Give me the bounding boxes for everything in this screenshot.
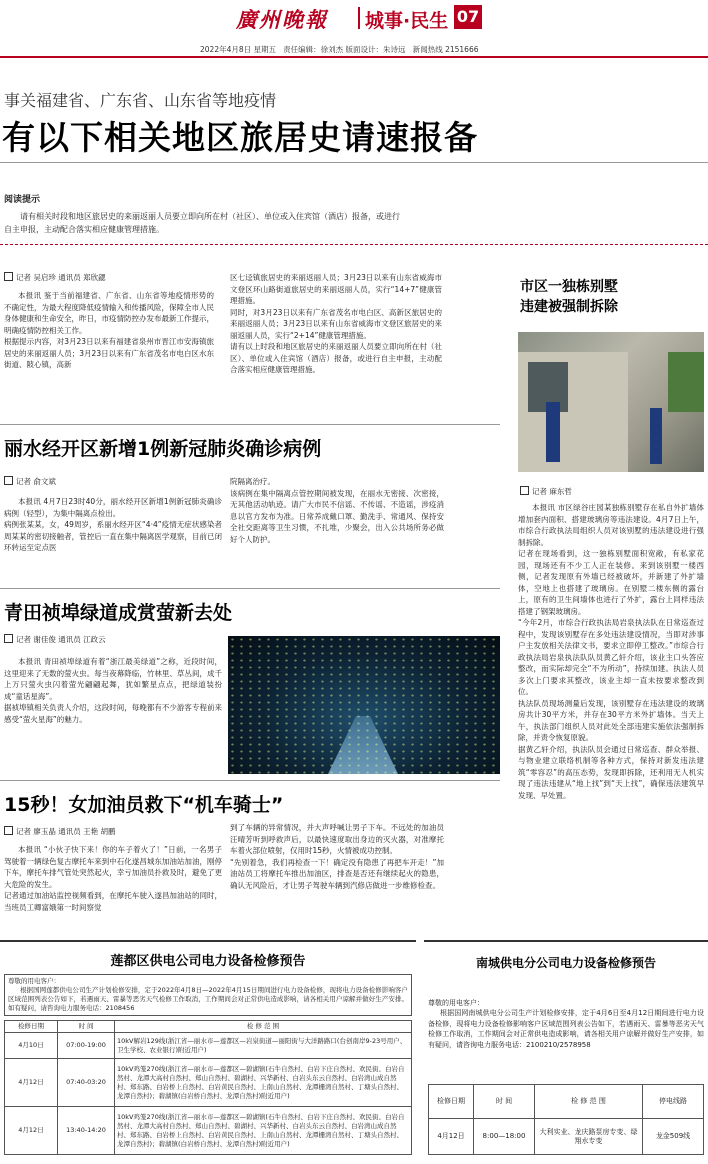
photo-worker-2 (650, 408, 662, 464)
demolition-text: 本报讯 市区绿谷庄园某独栋别墅存在私自外扩墙体增加套内面积、搭建玻璃房等违法建设。4月7日上午，市综合行政执法局组织人员对该别墅的违法建设进行强制拆除。 记者在现场看到，这一独栋别墅面积宽敞，有私家花园，现场还有不少工人正在装修。来到该别墅一楼西侧，记者发现原有外墙已经被破坏，并新建了外扩墙体，空地上也搭建了玻璃房。在别墅二楼东侧的露台上，原有的卫生间墙体也进行了外扩，露台上同样违法搭建了钢架玻璃房。 “今年2月，市综合行政执法局岩泉执法队在日常巡查过程中，发现该别墅存在多处违法建设情况，当即对涉事户主发放相关法律文书，要求立即停工整改。”市综合行政执法局岩泉执法队队员黄乙轩介绍，该业主口头答应整改，而实际却完全“不为所动”，持续加建。执法人员多次上门要求其整改，该业主却一直未按要求整改到位。 执法队员现场测量后发现，该别墅存在违法建设的玻璃房共计30平方米，并存在30平方米外扩墙体。当天上午，执法部门组织人员对此处全部违建实施依法强制拆除，并责令恢复原貌。 据黄乙轩介绍，执法队员会通过日常巡查、群众举报、与物业建立联络机制等各种方式，保持对新发违法建筑“零容忍”的高压态势，发现即拆除，还利用无人机实现了违法违建从“地上找”到“天上找”，确保违法建筑早发现、早处置。 (518, 503, 704, 800)
row-time: 13:40-14:20 (58, 1107, 115, 1155)
liandu-notice (0, 940, 416, 1164)
rescue-byline-text: 记者 廖玉晶 通讯员 王艳 胡鹏 (16, 827, 116, 836)
header-line: 停电线路 (643, 1085, 704, 1119)
covid-headline: 丽水经开区新增1例新冠肺炎确诊病例 (4, 438, 322, 460)
tip-rule (0, 244, 708, 245)
masthead (0, 0, 708, 54)
byline-box-icon (4, 476, 13, 485)
table-row (429, 1119, 704, 1155)
photo-greenery (668, 352, 704, 412)
masthead-rule (0, 56, 708, 58)
byline-box-icon (4, 634, 13, 643)
lead-col2: 区七迳镇旅居史的来丽返丽人员；3月23日以来有山东省威海市文登区环山路街道旅居史的来丽返丽人员，实行“14+7”健康管理措施。 同时，对3月23日以来有广东省茂名市电白区、高新区旅居史的来丽返丽人员；3月23日以来有山东省威海市文登区旅居史的来丽返丽人员，实行“2+14”健康管理措施。 请有以上时段和地区旅居史的来丽返丽人员要立即向所在村（社区）、单位或入住宾馆（酒店）报备，或进行自主申报，主动配合落实相应健康管理措施。 (230, 273, 442, 374)
byline-box-icon (4, 826, 13, 835)
nancheng-notice (424, 940, 708, 1164)
nancheng-intro-box (428, 998, 704, 1050)
row-scope: 10kV鸡笼270线(浙江省—丽水市—莲都区—碧湖镇(石牛自然村、白岩下庄自然村、欢民街、白岩自然村、龙潭大高村自然村、郑山自然村、碧湖村、兴华新村、白岩头东云自然村、白岩湾山成自然村、郑东路、白岩桥上自然村、白岩黄民自然村、上南山自然村、龙潭栅湾自然村、丁塘头自然村、龙潭自然村)；碧湖镇(白岩桥自然村、龙潭自然村)附近用户) (115, 1059, 412, 1107)
row-date: 4月12日 (5, 1059, 58, 1107)
firefly-rule (0, 588, 500, 589)
rescue-col1: 本报讯 “小伙子快下来！你的车子着火了！”日前，一名男子驾驶着一辆绿色复古摩托车来到中石化遂昌城东加油站加油，刚停下车，摩托车排气管处突然起火，幸亏加油员扑救及时，避免了更大危险的发生。 记者通过加油站监控视频看到，在摩托车驶入遂昌加油站的同时，当班员工卿富娥第一时间察觉 (4, 845, 222, 912)
row-scope: 10kV鸡笼270线(浙江省—丽水市—莲都区—碧湖镇(石牛自然村、白岩下庄自然村、欢民街、白岩自然村、龙潭大高村自然村、郑山自然村、碧湖村、兴华新村、白岩头东云自然村、白岩湾山成自然村、郑东路、白岩桥上自然村、白岩黄民自然村、上南山自然村、龙潭栅湾自然村、丁塘头自然村、龙潭自然村)；碧湖镇(白岩桥自然村、龙潭自然村)附近用户) (115, 1107, 412, 1155)
header-date: 检修日期 (429, 1085, 474, 1119)
firefly-photo (228, 636, 500, 774)
table-row (5, 1107, 412, 1155)
table-row (5, 1059, 412, 1107)
row-date: 4月12日 (429, 1119, 474, 1155)
byline-box-icon (4, 272, 13, 281)
nancheng-title: 南城供电分公司电力设备检修预告 (475, 956, 656, 970)
covid-rule (0, 424, 500, 425)
firefly-headline: 青田祯埠绿道成赏萤新去处 (4, 602, 233, 624)
demolition-byline-text: 记者 麻东哲 (532, 487, 572, 496)
rescue-headline: 15秒！女加油员救下“机车骑士” (4, 794, 284, 816)
header-scope: 检 修 范 围 (115, 1021, 412, 1033)
rescue-col2: 到了车辆的异常情况，并大声呼喊让男子下车。不远处的加油员汪晴芳听到呼救声后，以最快速度取出身边的灭火器，对准摩托车着火部位喷射，仅用时15秒，火情被成功控制。 “先别着急，我们再检查一下！确定没有隐患了再把车开走！”加油站员工将摩托车推出加油区，排查是否还有继续起火的隐患，确认无风险后，才让男子驾驶车辆到汽修店做进一步维修检查。 (230, 823, 444, 890)
nancheng-intro-greeting: 尊敬的用电客户： (428, 999, 484, 1007)
table-row (5, 1033, 412, 1059)
section-name: 城事·民生 (365, 10, 449, 32)
photo-worker-1 (546, 402, 560, 462)
logo-divider (358, 7, 360, 29)
firefly-byline (4, 634, 106, 645)
lead-byline (4, 272, 106, 283)
row-date: 4月12日 (5, 1107, 58, 1155)
header-scope: 检 修 范 围 (535, 1085, 643, 1119)
lead-rule (0, 162, 708, 163)
firefly-text: 本报讯 青田祯埠绿道有着“浙江最美绿道”之称，近段时间，这里迎来了无数的萤火虫。每当夜幕降临，竹林里、草丛间，成千上万只萤火虫闪着萤光翩翩起舞，犹如繁星点点，把绿道装扮成“童话星海”。 据祯埠镇相关负责人介绍，这段时间，每晚都有不少游客专程前来感受“萤火星海”的魅力。 (4, 657, 222, 724)
table-header-row (5, 1021, 412, 1033)
covid-col2: 院隔离治疗。 该病例在集中隔离点管控期间被发现，在丽水无密接、次密接，无其他活动轨迹。请广大市民不信谣、不传谣、不造谣，涉疫消息以官方发布为准。日常养成戴口罩、勤洗手、常通风、保持安全社交距离等卫生习惯，不扎堆，少聚会，出入公共场所务必做好个人防护。 (230, 477, 444, 544)
newspaper-logo: 廣州晚報 (236, 7, 328, 32)
liandu-intro-greeting: 尊敬的用电客户： (8, 977, 60, 985)
page-number-badge: 07 (454, 5, 482, 29)
demolition-headline-1: 市区一独栋别墅 (520, 279, 618, 295)
lead-headline: 有以下相关地区旅居史请速报备 (2, 118, 478, 157)
photo-fireflies (228, 636, 500, 774)
row-time: 07:40-03:20 (58, 1059, 115, 1107)
demolition-frame (508, 272, 706, 273)
lead-kicker: 事关福建省、广东省、山东省等地疫情 (4, 91, 277, 110)
demolition-photo (518, 332, 704, 472)
demolition-byline (520, 486, 572, 497)
rescue-byline (4, 826, 116, 837)
nancheng-table (428, 1084, 704, 1155)
row-time: 07:00-19:00 (58, 1033, 115, 1059)
liandu-table (4, 1020, 412, 1155)
masthead-info: 2022年4月8日 星期五 责任编辑：徐刘杰 版面设计：朱诗远 新闻热线 2151666 (200, 45, 479, 54)
liandu-title: 莲都区供电公司电力设备检修预告 (110, 954, 306, 969)
header-time: 时 间 (58, 1021, 115, 1033)
header-date: 检修日期 (5, 1021, 58, 1033)
lead-col1: 本报讯 鉴于当前福建省、广东省、山东省等地疫情形势的不确定性，为最大程度降低疫情输入和传播风险，保障全市人民身体健康和生命安全，昨日，市疫情防控办发布最新工作提示，明确疫情防控相关工作。 根据提示内容，对3月23日以来有福建省泉州市晋江市安海镇旅居史的来丽返丽人员；3月23日以来有广东省茂名市电白区水东街道、陂心镇，高新 (4, 291, 214, 369)
row-scope: 10kV解岩129线(浙江省—丽水市—莲都区—岩泉街道—丽阳街与大洋路路口(台创南岸9-23号用户、卫生学校、农业银行)附近用户) (115, 1033, 412, 1059)
row-scope: 大利实业、龙庆路泵房专变、绿翔水专变 (535, 1119, 643, 1155)
rescue-rule (0, 780, 500, 781)
covid-byline-text: 记者 俞文斌 (16, 477, 56, 486)
demolition-headline-2: 违建被强制拆除 (520, 299, 618, 315)
lead-byline-text: 记者 吴启珍 通讯员 郑欣勰 (16, 273, 106, 282)
table-header-row (429, 1085, 704, 1119)
covid-byline (4, 476, 56, 487)
row-time: 8:00—18:00 (474, 1119, 535, 1155)
byline-box-icon (520, 486, 529, 495)
firefly-byline-text: 记者 谢佳俊 通讯员 江政云 (16, 635, 106, 644)
tip-title: 阅读提示 (4, 195, 41, 205)
row-line: 龙金509线 (643, 1119, 704, 1155)
tip-text: 请有相关时段和地区旅居史的来丽返丽人员要立即向所在村（社区）、单位或入住宾馆（酒店）报备，或进行自主申报，主动配合落实相应健康管理措施。 (4, 212, 400, 234)
header-time: 时 间 (474, 1085, 535, 1119)
row-date: 4月10日 (5, 1033, 58, 1059)
liandu-intro-text: 根据国网莲都供电公司生产计划检修安排，定于2022年4月8日—2022年4月15日期间进行电力设备检修，现将电力设备检修影响客户区域范围列表公告如下，若遇雨天、雷暴等恶劣天气检修工作取消，工作期间会对正常供电造成影响，请各相关用户谅解并做好生产安排。如有疑问，请咨询电力服务电话：2108456 (8, 986, 408, 1012)
liandu-intro-box (4, 974, 412, 1016)
covid-col1: 本报讯 4月7日23时40分，丽水经开区新增1例新冠肺炎确诊病例（轻型），为集中隔离点检出。 病例张某某，女，49周岁，系丽水经开区“4·4”疫情无症状感染者周某某的密切接触者，管控后一直在集中隔离医学观察，目前已闭环转运至定点医 (4, 497, 222, 552)
nancheng-intro-text: 根据国网南城供电分公司生产计划检修安排，定于4月6日至4月12日期间进行电力设备检修，现将电力设备检修影响客户区域范围列表公告如下，若遇雨天、雷暴等恶劣天气检修工作取消，工作期间会对正常供电造成影响，请各相关用户谅解并做好生产安排，如有疑问，请咨询电力服务电话：2100210/2578958 (428, 1009, 704, 1049)
